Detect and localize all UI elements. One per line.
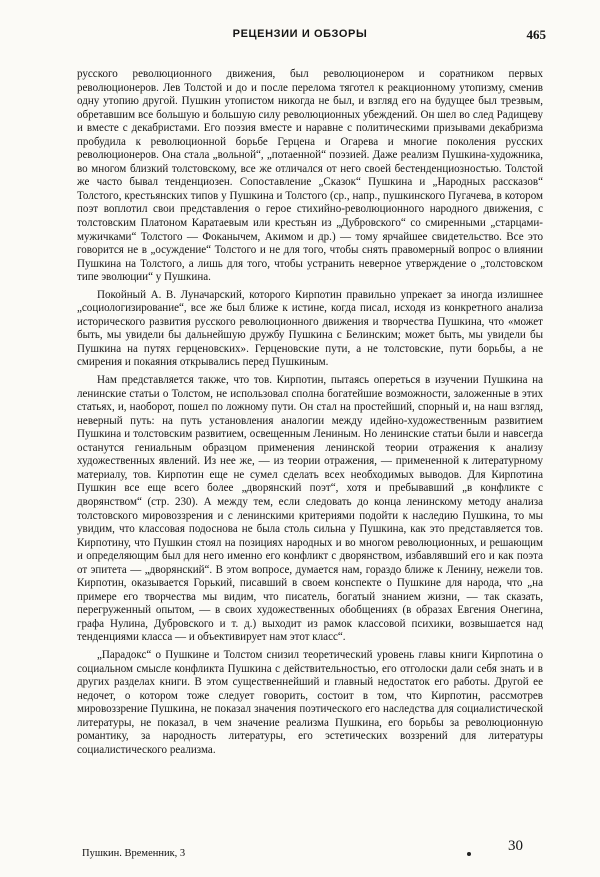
paragraph-lunacharsky: Покойный А. В. Луначарский, которого Кирпотин правильно упрекает за иногда излишнее „социологизирование“, все же был ближе к истине, когда писал, исходя из конкретного анализа исторического развития русского революционного движения и творчества Пушкина, что «может быть, мы увидели бы дальнейшую дружбу Пушкина с Белинским; может быть, мы увидели бы Пушкина на путях герценовских». Герценовские пути, а не толстовские, пути борьбы, а не смирения и покаяния открывались перед Пушкиным.: [77, 288, 543, 369]
signature-mark: Пушкин. Временник, 3: [82, 848, 186, 859]
paragraph-continuation: русского революционного движения, был революционером и соратником первых революционеров. Лев Толстой и до и после перелома тяготел к реакционному утопизму, сменив одну утопию другой. Пушкин утопистом никогда не был, и взгляд его на будущее был трезвым, обретавшим все большую и большую силу революционных убеждений. Он шел во след Радищеву и вместе с декабристами. Его поэзия вместе и наравне с политическими призывами декабризма пробудила к революционной борьбе Герцена и Огарева и многие поколения русских революционеров. Она стала „вольной“, „потаенной“ поэзией. Даже реализм Пушкина-художника, во многом близкий толстовскому, все же отличался от него своей бестенденциозностью. Толстой же часто бывал тенденциозен. Сопоставление „Сказок“ Пушкина и „Народных рассказов“ Толстого, крестьянских типов у Пушкина и Толстого (ср., напр., пушкинского Пугачева, в котором поэт воплотил свои представления о герое стихийно-революционного народного движения, с толстовским Платоном Каратаевым или крестьян из „Дубровского“ со смиренными „старцами-мужичками“ Толстого — Фоканычем, Акимом и др.) — тому ярчайшее свидетельство. Все это говорится не в „осуждение“ Толстого и не для того, чтобы снять правомерный вопрос о влиянии Пушкина на Толстого, а лишь для того, чтобы устранить неверное утверждение о „толстовском типе эволюции“ у Пушкина.: [77, 68, 543, 284]
page-footer: [0, 838, 600, 862]
paragraph-paradox: „Парадокс“ о Пушкине и Толстом снизил теоретический уровень главы книги Кирпотина о социальном смысле конфликта Пушкина с действительностью, его отголоски дали себя знать и в других разделах книги. В этом существеннейший и главный недостаток его работы. Другой ее недочет, о котором тоже следует говорить, состоит в том, что Кирпотин, рассмотрев мировоззрение Пушкина, не показал значения поэтического его наследства для социалистической литературы, не показал, в чем значение реализма Пушкина, его борьбы за революционную романтику, за народность литературы, его эстетических воззрений для литературы социалистического реализма.: [77, 648, 543, 756]
page-number: 465: [526, 27, 546, 42]
paragraph-lenin-articles: Нам представляется также, что тов. Кирпотин, пытаясь опереться в изучении Пушкина на ленинские статьи о Толстом, не использовал сполна богатейшие возможности, заложенные в этих статьях, и, наоборот, пошел по ложному пути. Он стал на простейший, спорный и, на наш взгляд, неверный путь: на путь установления аналогии между идейно-художественным развитием Пушкина и толстовским развитием, освещенным Лениным. Но ленинские статьи были и навсегда останутся гениальным образцом применения ленинской теории отражения к анализу художественных явлений. Из нее же, — из теории отражения, — примененной к литературному материалу, тов. Кирпотин еще не сумел сделать всех необходимых выводов. Для Кирпотина Пушкин все еще всего более „дворянский поэт“, хотя и пребывавший „в конфликте с дворянством“ (стр. 230). А между тем, если следовать до конца ленинскому методу анализа толстовского мировоззрения и с ленинскими критериями подойти к наследию Пушкина, то мы увидим, что классовая подоснова не была столь сильна у Пушкина, как это представляется тов. Кирпотину, что Пушкин стоял на позициях народных и во многом революционных, и решающим и определяющим был для него именно его конфликт с дворянством, избавлявший его и как поэта от эпитета — „дворянский“. В этом вопросе, думается нам, гораздо ближе к Ленину, нежели тов. Кирпотин, оказывается Горький, писавший в своем конспекте о Пушкине для народа, что „на примере его творчества мы видим, что писатель, богатый знанием жизни, — так сказать, перегруженный опытом, — в своих художественных обобщениях (в образах Евгения Онегина, графа Нулина, Дубровского и т. д.) выходит из рамок классовой психики, возвышается над тенденциями класса — и объективирует нам этот класс“.: [77, 374, 543, 644]
running-title: РЕЦЕНЗИИ И ОБЗОРЫ: [232, 28, 368, 40]
ink-speck: [467, 852, 471, 856]
running-header: [0, 28, 600, 46]
article-body: [77, 68, 543, 761]
signature-number: 30: [508, 838, 523, 854]
